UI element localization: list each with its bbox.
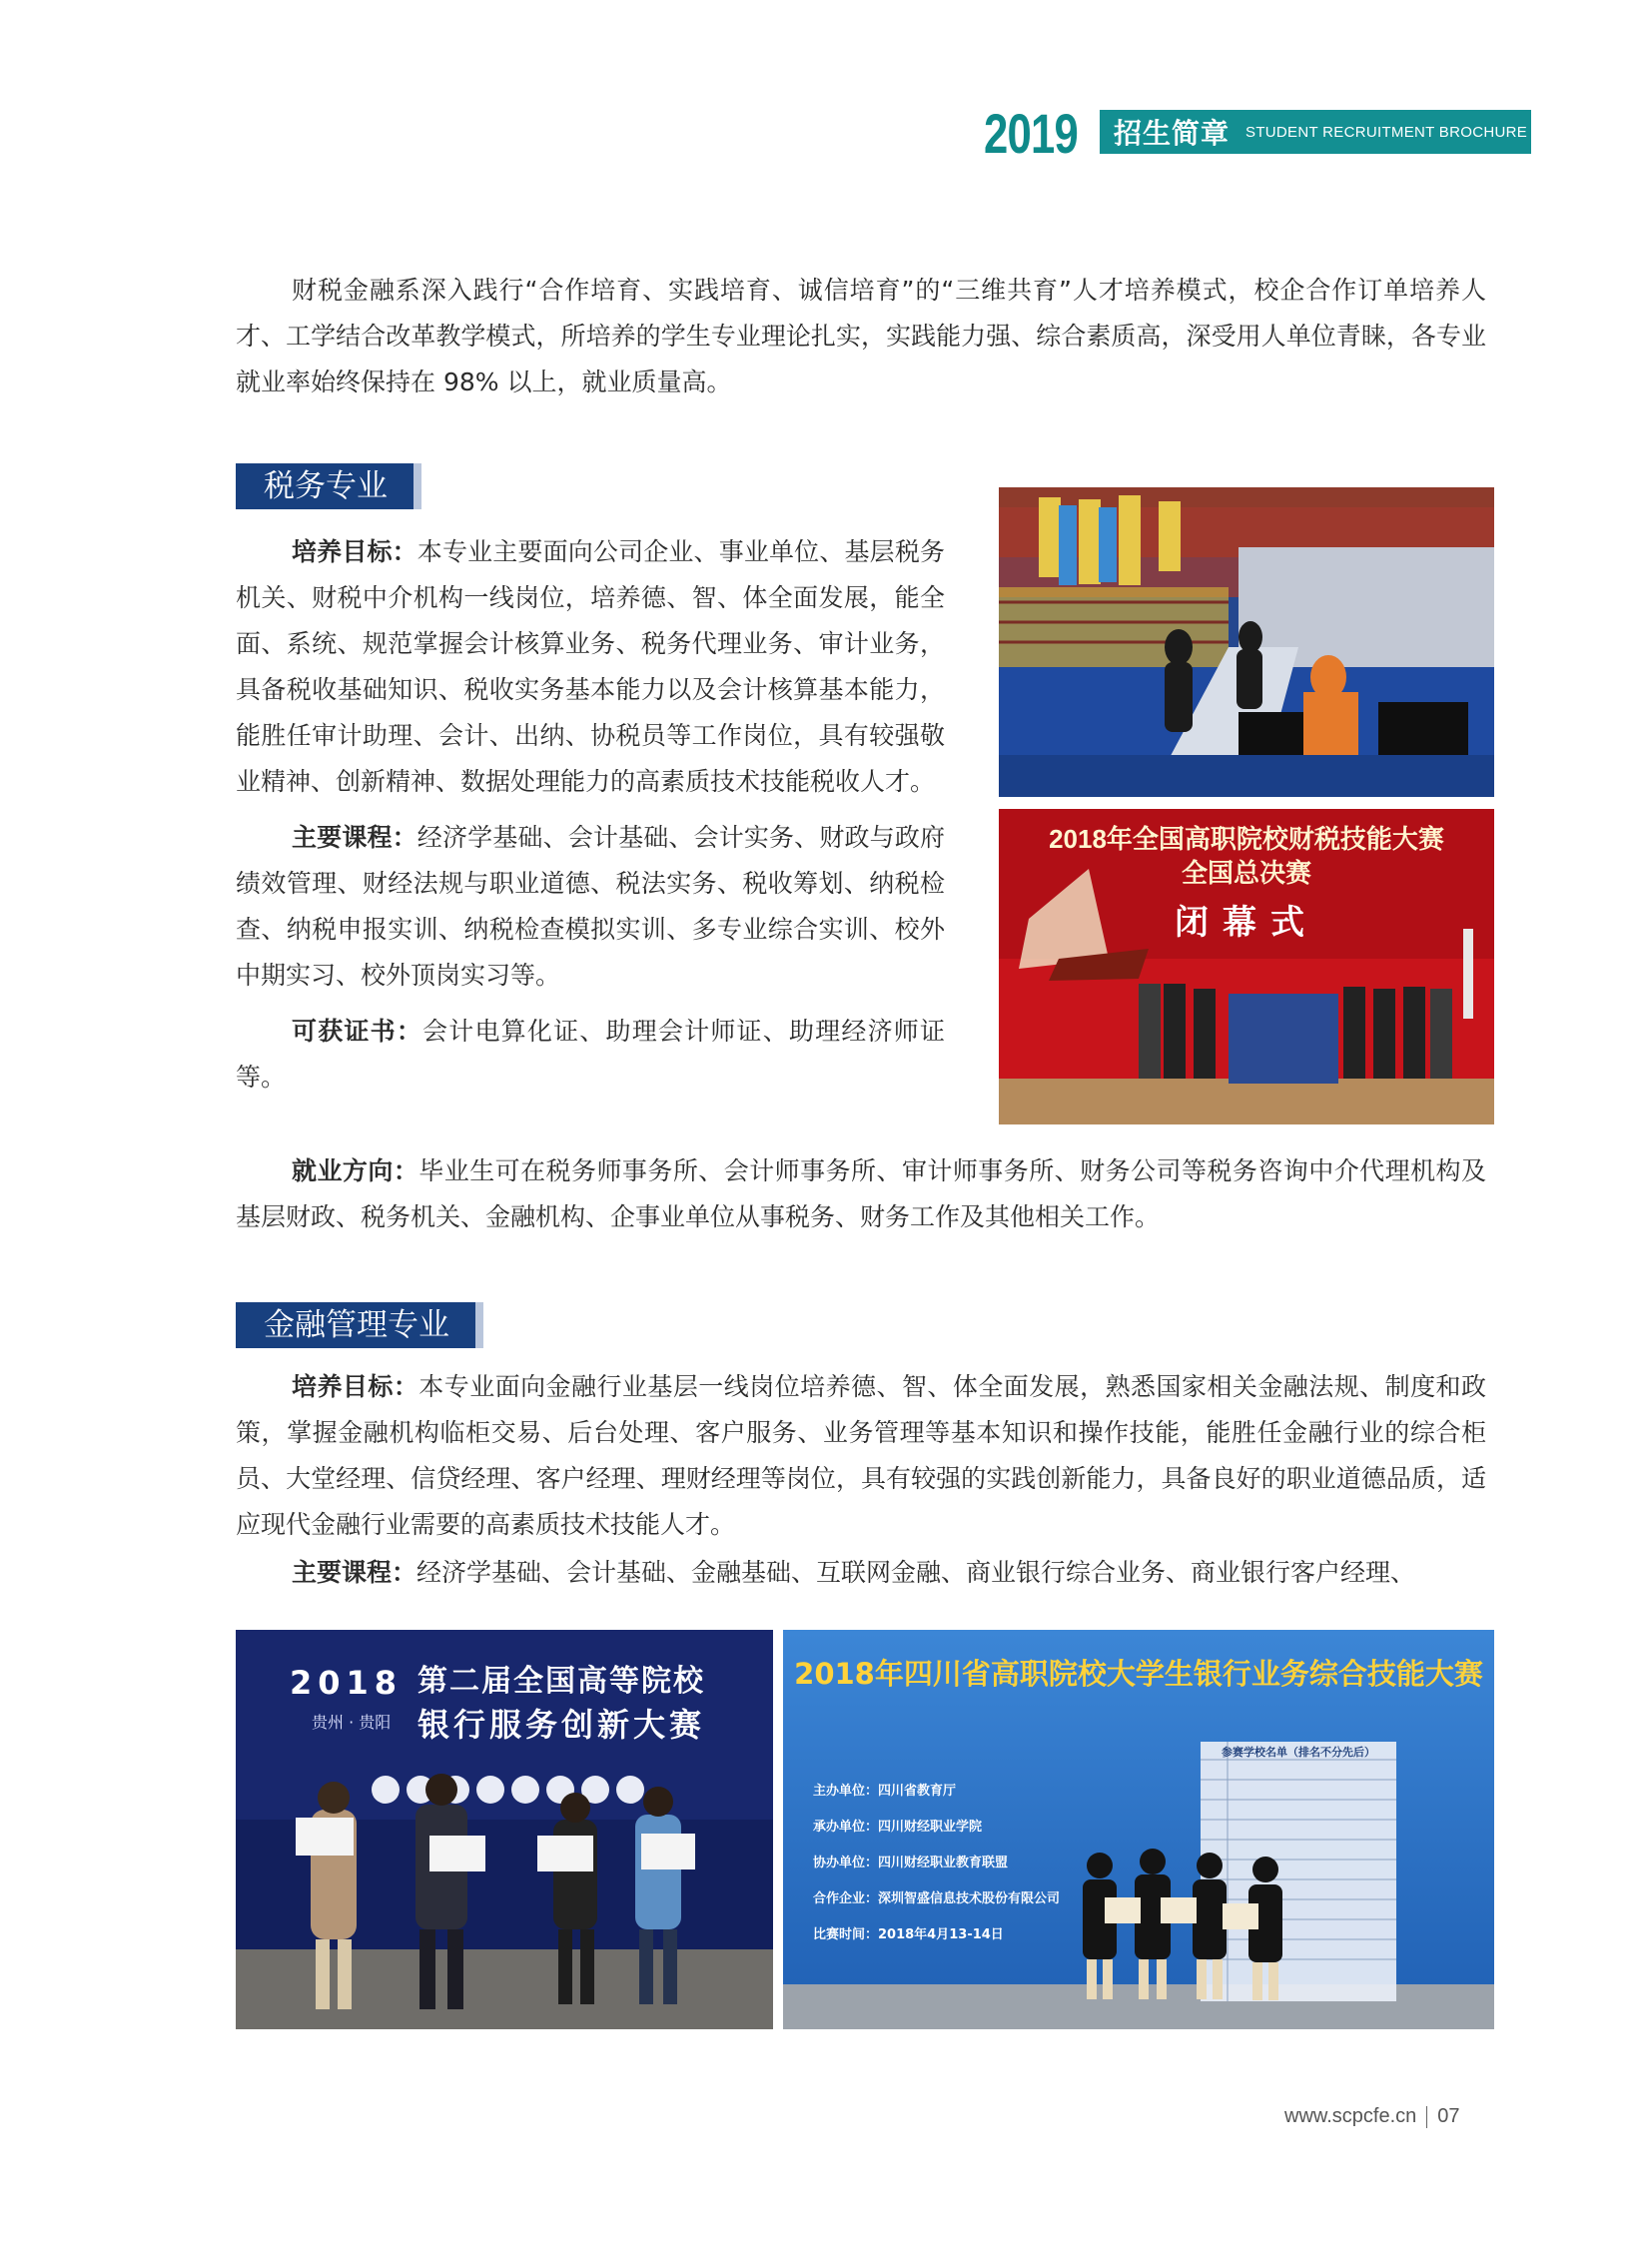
organizer-row: 比赛时间：2018年4月13-14日: [813, 1927, 1004, 1942]
footer-divider: [1426, 2106, 1427, 2128]
tax-cert-text: 会计电算化证、助理会计师证、助理经济师证等。: [236, 1017, 945, 1092]
finance-goal-label: 培养目标：: [292, 1372, 419, 1401]
sichuan-contest-title: 2018年四川省高职院校大学生银行业务综合技能大赛: [794, 1657, 1483, 1691]
contest-title-line2: 银行服务创新大赛: [417, 1706, 706, 1744]
intro-paragraph: 财税金融系深入践行“合作培育、实践培育、诚信培育”的“三维共育”人才培养模式，校企合作订单培养人才、工学结合改革教学模式，所培养的学生专业理论扎实，实践能力强、综合素质高，深受用人单位青睐，各专业就业率始终保持在 98% 以上，就业质量高。: [236, 276, 1486, 396]
organizer-row: 承办单位：四川财经职业学院: [813, 1820, 983, 1835]
header-bar: [1100, 110, 1531, 154]
tax-job-label: 就业方向：: [292, 1156, 419, 1185]
closing-title-line3: 闭幕式: [1175, 904, 1318, 942]
finance-course-text: 经济学基础、会计基础、金融基础、互联网金融、商业银行综合业务、商业银行客户经理、: [416, 1558, 1416, 1587]
finance-courses: [236, 1550, 1486, 1596]
tax-certificates: [236, 1009, 945, 1101]
photo-competition-venue: [999, 487, 1494, 797]
organizer-row: 协办单位：四川财经职业教育联盟: [813, 1856, 1009, 1870]
section-heading-finance: 金融管理专业: [236, 1302, 475, 1348]
page-header: [984, 102, 1528, 165]
organizer-list: [813, 1774, 1060, 1953]
tax-employment: [236, 1148, 1486, 1240]
section-heading-tax: 税务专业: [236, 463, 413, 509]
photo-closing-ceremony: [999, 809, 1494, 1124]
finance-goal-text: 本专业面向金融行业基层一线岗位培养德、智、体全面发展，熟悉国家相关金融法规、制度和政策，掌握金融机构临柜交易、后台处理、客户服务、业务管理等基本知识和操作技能，能胜任金融行业的综合柜员、大堂经理、信贷经理、客户经理、理财经理等岗位，具有较强的实践创新能力，具备良好的职业道德品质，适应现代金融行业需要的高素质技术技能人才。: [236, 1372, 1486, 1539]
contest-place: 贵州 · 贵阳: [312, 1713, 392, 1732]
organizer-row: 合作企业：深圳智盛信息技术股份有限公司: [813, 1891, 1061, 1906]
page-number: 07: [1437, 2105, 1460, 2127]
finance-goal: [236, 1364, 1486, 1548]
header-year: 2019: [984, 102, 1079, 165]
tax-section-body: [236, 529, 945, 1111]
tax-courses: [236, 815, 945, 999]
page-footer: [1284, 2105, 1460, 2128]
header-subtitle: STUDENT RECRUITMENT BROCHURE: [1245, 123, 1528, 141]
finance-course-label: 主要课程：: [292, 1558, 417, 1587]
school-list-title: 参赛学校名单（排名不分先后）: [1222, 1746, 1375, 1759]
contest-title-line1: 第二届全国高等院校: [417, 1664, 705, 1699]
tax-goal-text: 本专业主要面向公司企业、事业单位、基层税务机关、财税中介机构一线岗位，培养德、智、体全面发展，能全面、系统、规范掌握会计核算业务、税务代理业务、审计业务，具备税收基础知识、税收实务基本能力以及会计核算基本能力，能胜任审计助理、会计、出纳、协税员等工作岗位，具有较强敬业精神、创新精神、数据处理能力的高素质技术技能税收人才。: [236, 537, 945, 796]
footer-website: www.scpcfe.cn: [1284, 2105, 1417, 2127]
tax-goal: [236, 529, 945, 805]
tax-job-text: 毕业生可在税务师事务所、会计师事务所、审计师事务所、财务公司等税务咨询中介代理机构及基层财政、税务机关、金融机构、企事业单位从事税务、财务工作及其他相关工作。: [236, 1156, 1486, 1231]
organizer-row: 主办单位：四川省教育厅: [813, 1784, 957, 1799]
photo-banking-innovation-contest: [236, 1630, 773, 2029]
tax-goal-label: 培养目标：: [292, 537, 417, 566]
closing-title-line1: 2018年全国高职院校财税技能大赛: [1049, 824, 1444, 854]
header-title: 招生简章: [1114, 117, 1231, 150]
tax-cert-label: 可获证书：: [292, 1017, 423, 1046]
tax-course-text: 经济学基础、会计基础、会计实务、财政与政府绩效管理、财经法规与职业道德、税法实务、税收筹划、纳税检查、纳税申报实训、纳税检查模拟实训、多专业综合实训、校外中期实习、校外顶岗实习等。: [236, 823, 945, 990]
photo-sichuan-banking-contest: [783, 1630, 1494, 2029]
closing-title-line2: 全国总决赛: [1181, 858, 1311, 888]
tax-course-label: 主要课程：: [292, 823, 417, 852]
contest-year: 2018: [290, 1664, 404, 1702]
